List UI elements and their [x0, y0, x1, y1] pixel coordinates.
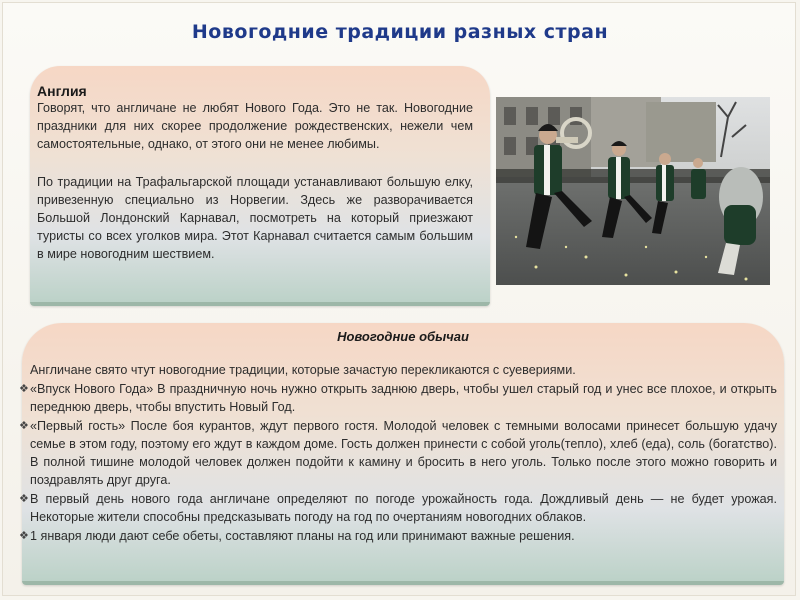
diamond-bullet-icon: ❖	[19, 493, 29, 505]
customs-intro: Англичане свято чтут новогодние традиции, которые зачастую перекликаются с суевериями.	[30, 363, 576, 377]
slide-title: Новогодние традиции разных стран	[191, 21, 609, 43]
customs-heading: Новогодние обычаи	[337, 329, 469, 344]
list-item-text: В первый день нового года англичане определяют по погоде урожайность года. Дождливый день — не будет урожая. Некоторые жители способны предсказывать погоду на год по очертаниям новогодних облаков.	[30, 492, 777, 524]
england-heading: Англия	[37, 83, 87, 99]
england-paragraph-1: Говорят, что англичане не любят Нового Года. Это не так. Новогодние праздники для них скорее продолжение рождественских, нежели чем самостоятельные, однако, от этого они не менее любимы.	[37, 101, 473, 151]
parade-photo	[496, 97, 770, 285]
diamond-bullet-icon: ❖	[19, 383, 29, 395]
list-item	[19, 380, 777, 416]
list-item-text: «Впуск Нового Года» В праздничную ночь нужно открыть заднюю дверь, чтобы ушел старый год и унес все плохое, и открыть переднюю дверь, чтобы впустить Новый Год.	[30, 382, 777, 414]
list-item	[19, 527, 777, 545]
list-item	[19, 417, 777, 489]
parade-marching-band-photo-icon	[496, 97, 770, 285]
diamond-bullet-icon: ❖	[19, 530, 29, 542]
england-paragraph-2: По традиции на Трафальгарской площади устанавливают большую елку, привезенную специально из Норвегии. Здесь же разворачивается Большой Лондонский Карнавал, посмотреть на который приезжают туристы со всех уголков мира. Этот Карнавал считается самым большим в мире новогодним шествием.	[37, 175, 473, 261]
customs-list	[19, 380, 777, 546]
list-item	[19, 490, 777, 526]
diamond-bullet-icon: ❖	[19, 420, 29, 432]
list-item-text: 1 января люди дают себе обеты, составляют планы на год или принимают важные решения.	[30, 529, 575, 543]
list-item-text: «Первый гость» После боя курантов, ждут первого гостя. Молодой человек с темными волосами принесет большую удачу семье в этом году, поэтому его ждут в каждом доме. Гость должен принести с собой уголь(тепло), хлеб (еда), соль (богатство). В полной тишине молодой человек должен подойти к камину и бросить в него уголь. Только после этого можно говорить и поздравлять друг друга.	[30, 419, 777, 487]
